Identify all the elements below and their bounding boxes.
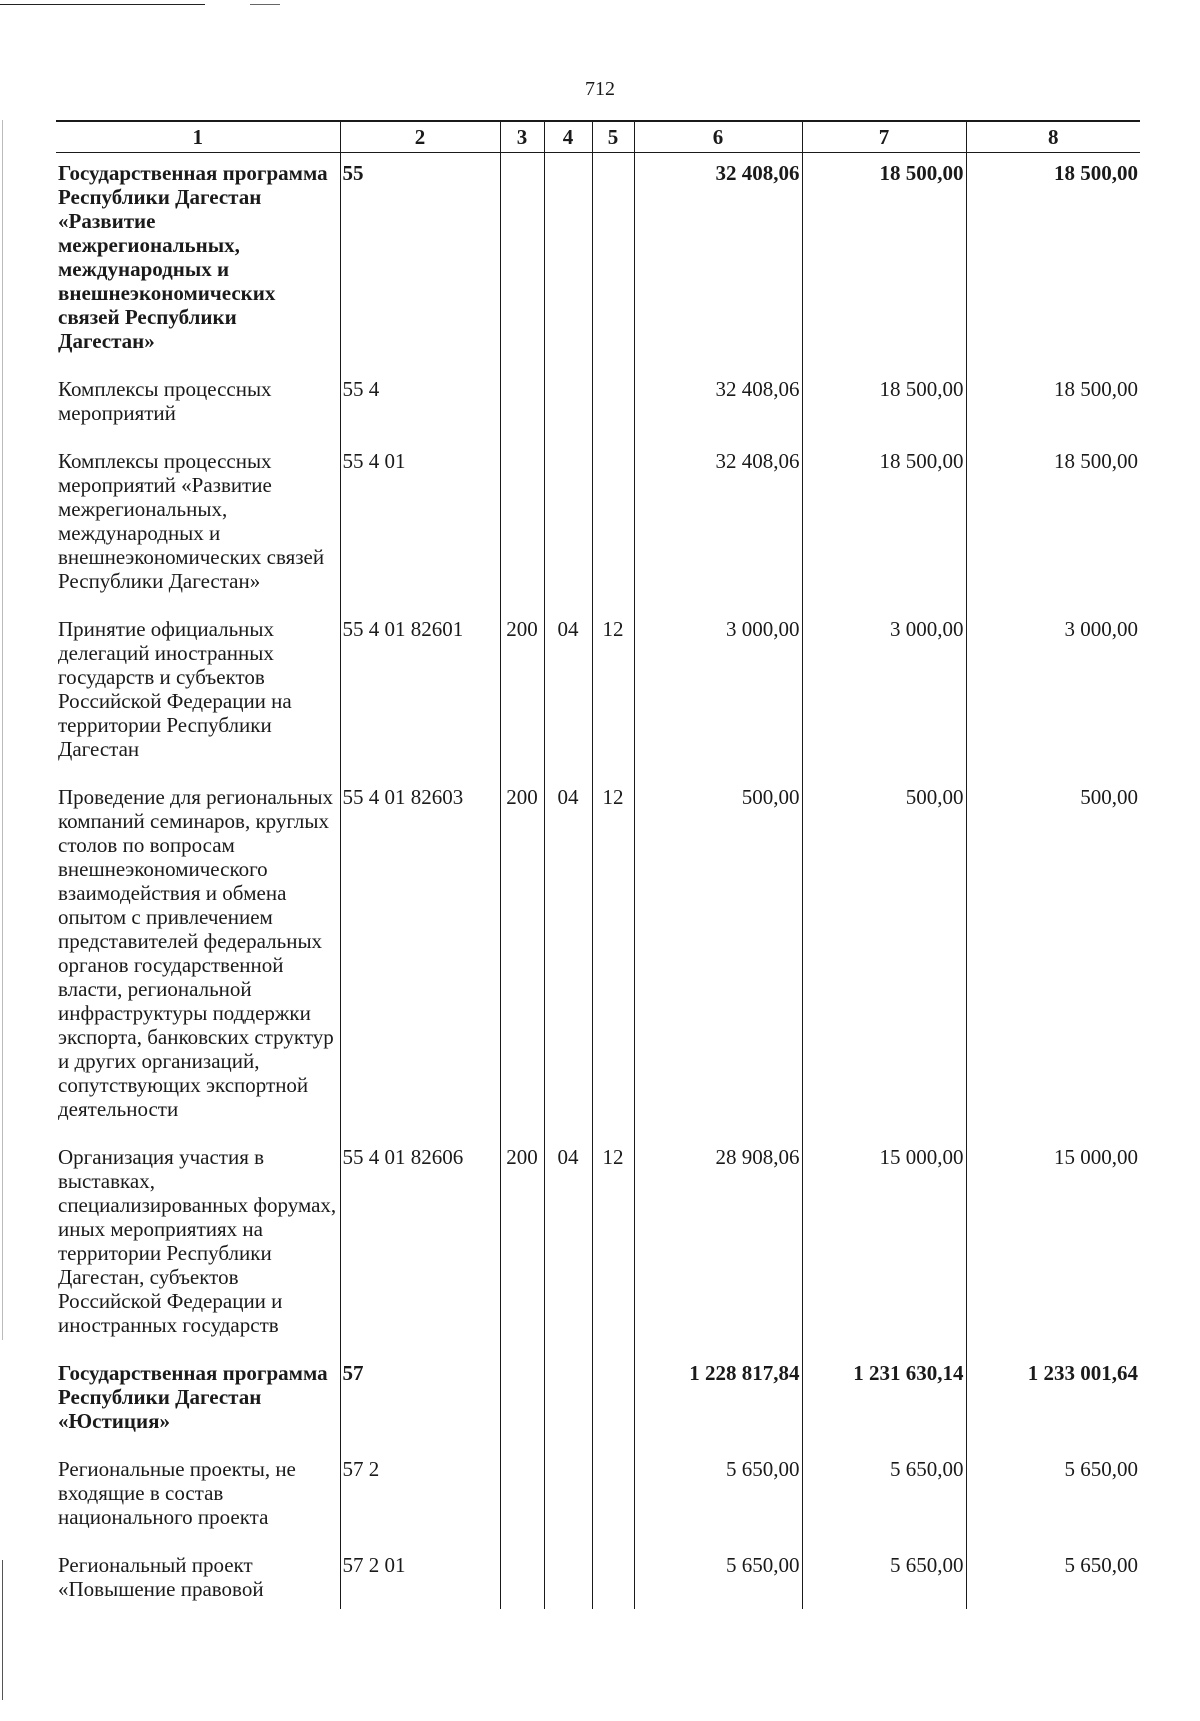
row-value-6: 5 650,00 (634, 1447, 802, 1543)
row-value-7: 18 500,00 (802, 439, 966, 607)
table-row (56, 1135, 1140, 1351)
column-header: 2 (340, 121, 500, 153)
row-code: 57 2 (340, 1447, 500, 1543)
column-header: 7 (802, 121, 966, 153)
row-col3 (500, 1543, 544, 1609)
column-header: 4 (544, 121, 592, 153)
scan-artifact-edge (2, 120, 3, 1340)
row-col4 (544, 367, 592, 439)
row-col5: 12 (592, 607, 634, 775)
row-value-6: 28 908,06 (634, 1135, 802, 1351)
row-name: Комплексы процессных мероприятий «Развитие межрегиональных, международных и внешнеэкономических связей Республики Дагестан» (56, 439, 340, 607)
row-value-8: 18 500,00 (966, 367, 1140, 439)
row-name: Проведение для региональных компаний семинаров, круглых столов по вопросам внешнеэкономического взаимодействия и обмена опытом с привлечением представителей федеральных органов государственной власти, региональной инфраструктуры поддержки экспорта, банковских структур и других организаций, сопутствующих экспортной деятельности (56, 775, 340, 1135)
row-value-7: 18 500,00 (802, 153, 966, 368)
row-value-7: 5 650,00 (802, 1447, 966, 1543)
row-value-8: 18 500,00 (966, 153, 1140, 368)
row-value-7: 1 231 630,14 (802, 1351, 966, 1447)
column-header: 5 (592, 121, 634, 153)
row-col4 (544, 1351, 592, 1447)
table-row (56, 153, 1140, 368)
row-code: 55 4 (340, 367, 500, 439)
row-code: 55 4 01 82601 (340, 607, 500, 775)
column-header: 3 (500, 121, 544, 153)
row-col5 (592, 439, 634, 607)
row-value-6: 500,00 (634, 775, 802, 1135)
row-code: 57 2 01 (340, 1543, 500, 1609)
row-value-8: 18 500,00 (966, 439, 1140, 607)
scan-artifact-line (250, 4, 280, 5)
row-value-8: 500,00 (966, 775, 1140, 1135)
row-col4: 04 (544, 1135, 592, 1351)
row-col3 (500, 1447, 544, 1543)
row-code: 57 (340, 1351, 500, 1447)
row-col3 (500, 1351, 544, 1447)
table-row (56, 1447, 1140, 1543)
row-col3 (500, 367, 544, 439)
budget-table (56, 120, 1140, 1609)
row-value-7: 3 000,00 (802, 607, 966, 775)
row-col3: 200 (500, 775, 544, 1135)
row-value-8: 15 000,00 (966, 1135, 1140, 1351)
row-name: Принятие официальных делегаций иностранных государств и субъектов Российской Федерации на территории Республики Дагестан (56, 607, 340, 775)
row-name: Государственная программа Республики Дагестан «Развитие межрегиональных, международных и внешнеэкономических связей Республики Дагестан» (56, 153, 340, 368)
row-value-7: 15 000,00 (802, 1135, 966, 1351)
row-value-6: 32 408,06 (634, 439, 802, 607)
row-col4 (544, 1447, 592, 1543)
row-code: 55 4 01 82603 (340, 775, 500, 1135)
scan-artifact-edge (2, 1560, 3, 1700)
table-row (56, 775, 1140, 1135)
row-code: 55 4 01 82606 (340, 1135, 500, 1351)
row-name: Региональный проект «Повышение правовой (56, 1543, 340, 1609)
row-value-7: 500,00 (802, 775, 966, 1135)
row-value-8: 3 000,00 (966, 607, 1140, 775)
row-value-8: 1 233 001,64 (966, 1351, 1140, 1447)
row-value-7: 18 500,00 (802, 367, 966, 439)
row-code: 55 4 01 (340, 439, 500, 607)
row-value-6: 32 408,06 (634, 367, 802, 439)
row-col5 (592, 1351, 634, 1447)
page-number: 712 (585, 78, 615, 100)
row-code: 55 (340, 153, 500, 368)
row-col4 (544, 439, 592, 607)
column-header: 8 (966, 121, 1140, 153)
scan-artifact-line (0, 4, 205, 5)
table-header-row (56, 121, 1140, 153)
row-col3: 200 (500, 1135, 544, 1351)
row-col5 (592, 1447, 634, 1543)
table-row (56, 1543, 1140, 1609)
row-col3: 200 (500, 607, 544, 775)
row-col5 (592, 367, 634, 439)
row-value-8: 5 650,00 (966, 1543, 1140, 1609)
row-col4 (544, 1543, 592, 1609)
row-name: Государственная программа Республики Дагестан «Юстиция» (56, 1351, 340, 1447)
row-value-6: 1 228 817,84 (634, 1351, 802, 1447)
table-row (56, 439, 1140, 607)
row-name: Региональные проекты, не входящие в состав национального проекта (56, 1447, 340, 1543)
row-col5 (592, 153, 634, 368)
row-value-6: 3 000,00 (634, 607, 802, 775)
row-col3 (500, 439, 544, 607)
column-header: 6 (634, 121, 802, 153)
row-name: Комплексы процессных мероприятий (56, 367, 340, 439)
row-col5: 12 (592, 1135, 634, 1351)
column-header: 1 (56, 121, 340, 153)
row-col5 (592, 1543, 634, 1609)
row-col3 (500, 153, 544, 368)
row-col4: 04 (544, 775, 592, 1135)
row-col4: 04 (544, 607, 592, 775)
row-col5: 12 (592, 775, 634, 1135)
table-row (56, 1351, 1140, 1447)
row-value-6: 32 408,06 (634, 153, 802, 368)
row-col4 (544, 153, 592, 368)
row-value-8: 5 650,00 (966, 1447, 1140, 1543)
row-value-7: 5 650,00 (802, 1543, 966, 1609)
row-value-6: 5 650,00 (634, 1543, 802, 1609)
table-row (56, 367, 1140, 439)
table-row (56, 607, 1140, 775)
row-name: Организация участия в выставках, специализированных форумах, иных мероприятиях на территории Республики Дагестан, субъектов Российской Федерации и иностранных государств (56, 1135, 340, 1351)
